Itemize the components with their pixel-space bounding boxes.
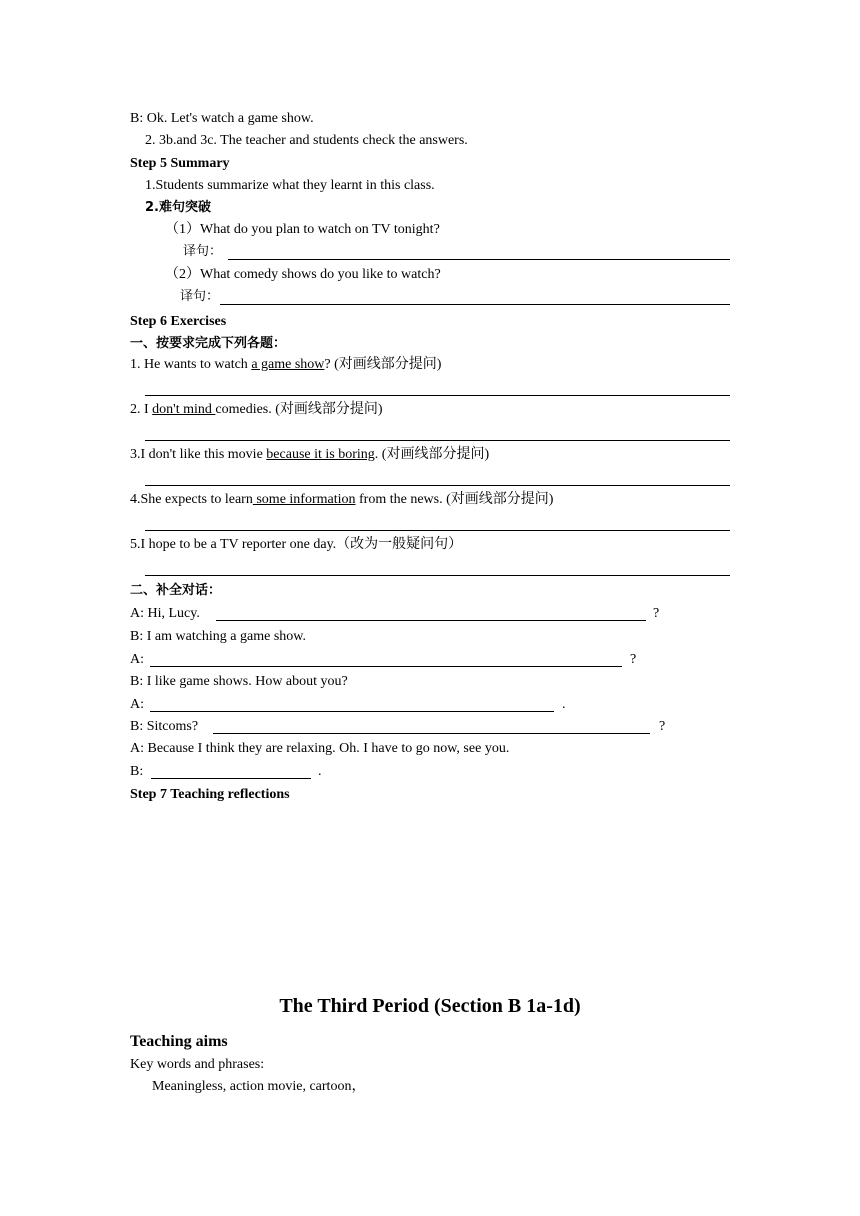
period-title: The Third Period (Section B 1a-1d): [279, 995, 581, 1017]
dialog-line-4: B: I like game shows. How about you?: [130, 674, 348, 689]
answer-line: [145, 575, 730, 576]
answer-line: [145, 395, 730, 396]
sentence-2: （2）What comedy shows do you like to watch?: [165, 267, 441, 282]
blank-line: [150, 666, 622, 667]
dialog-line-5-end: .: [562, 697, 566, 712]
blank-line: [216, 620, 646, 621]
dialog-line-8-end: .: [318, 764, 322, 779]
dialog-line-5: A:: [130, 697, 144, 712]
blank-line: [151, 778, 311, 779]
key-words-label: Key words and phrases:: [130, 1057, 265, 1072]
key-words-list: Meaningless, action movie, cartoon，: [152, 1079, 366, 1094]
dialog-line-1-end: ?: [653, 606, 660, 621]
blank-line: [213, 733, 650, 734]
dialog-line-3-end: ?: [630, 652, 637, 667]
exercise-1: 1. He wants to watch a game show? (对画线部分提问): [130, 357, 442, 372]
sentence-1: （1）What do you plan to watch on TV tonight?: [165, 222, 440, 237]
dialog-line-1: A: Hi, Lucy.: [130, 606, 200, 621]
translate-label-1: 译句：: [183, 244, 223, 259]
part2-heading: 二、补全对话：: [130, 583, 222, 598]
dialog-line-6: B: Sitcoms?: [130, 719, 199, 734]
exercise-2: 2. I don't mind comedies. (对画线部分提问): [130, 402, 383, 417]
dialog-line-8: B:: [130, 764, 144, 779]
dialog-line-7: A: Because I think they are relaxing. Oh. I have to go now, see you.: [130, 741, 510, 756]
answer-line: [228, 259, 730, 260]
step5-item-1: 1.Students summarize what they learnt in this class.: [145, 178, 435, 193]
step6-heading: Step 6 Exercises: [130, 314, 227, 329]
step5-heading: Step 5 Summary: [130, 156, 230, 171]
step4-item: 2. 3b.and 3c. The teacher and students check the answers.: [145, 133, 468, 148]
dialog-line: B: Ok. Let's watch a game show.: [130, 111, 314, 126]
exercise-5: 5.I hope to be a TV reporter one day.（改为一般疑问句）: [130, 537, 463, 552]
dialog-line-3: A:: [130, 652, 144, 667]
exercise-3: 3.I don't like this movie because it is boring. (对画线部分提问): [130, 447, 490, 462]
teaching-aims-heading: Teaching aims: [130, 1033, 228, 1050]
answer-line: [220, 304, 730, 305]
answer-line: [145, 530, 730, 531]
dialog-line-2: B: I am watching a game show.: [130, 629, 306, 644]
exercise-4: 4.She expects to learn some information from the news. (对画线部分提问): [130, 492, 554, 507]
translate-label-2: 译句：: [180, 289, 220, 304]
part1-heading: 一、按要求完成下列各题：: [130, 336, 287, 351]
step7-heading: Step 7 Teaching reflections: [130, 787, 290, 802]
step5-item-2: 2.难句突破: [145, 200, 211, 215]
blank-line: [150, 711, 554, 712]
answer-line: [145, 485, 730, 486]
answer-line: [145, 440, 730, 441]
dialog-line-6-end: ?: [659, 719, 666, 734]
